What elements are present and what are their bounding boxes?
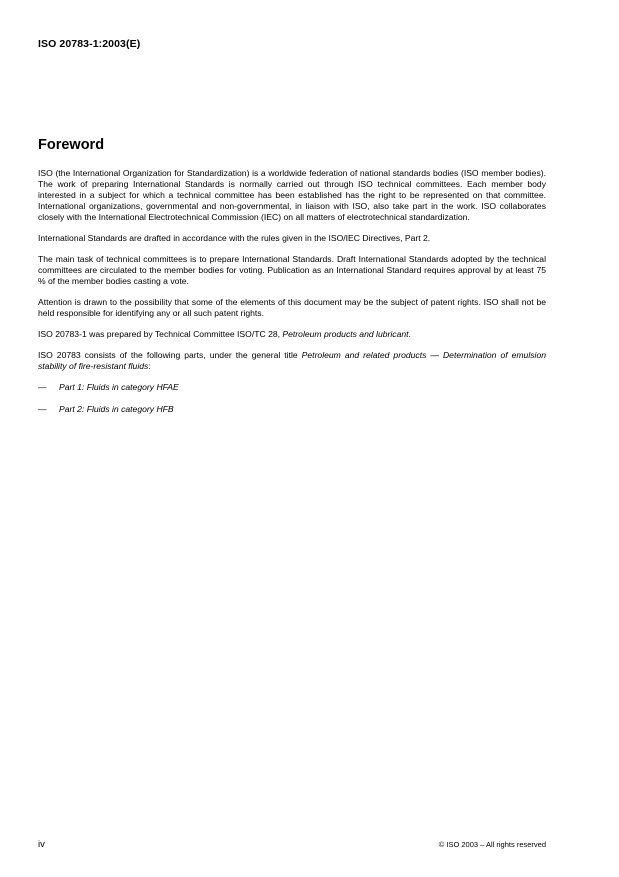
prepared-by-end: . [408, 329, 411, 340]
list-item [38, 382, 546, 393]
paragraph-patent-rights: Attention is drawn to the possibility that some of the elements of this document may be the subject of patent rights. ISO shall not be held responsible for identifying any or all such patent rights. [38, 297, 546, 318]
list-dash: — [38, 382, 47, 393]
part-2-title: Part 2: Fluids in category HFB [59, 403, 174, 414]
page-number: iv [38, 839, 45, 850]
foreword-heading: Foreword [38, 137, 105, 153]
committee-title: Petroleum products and lubricant [282, 329, 409, 340]
paragraph-drafting-rules: International Standards are drafted in accordance with the rules given in the ISO/IEC Directives, Part 2. [38, 232, 431, 243]
parts-intro-end: : [148, 361, 151, 372]
paragraph-prepared-by [38, 329, 546, 340]
list-dash: — [38, 403, 47, 414]
paragraph-technical-committees: The main task of technical committees is to prepare International Standards. Draft International Standards adopted by the technical committees are circulated to the member bodies for voting. Publication as an International Standard requires approval by at least 75 % of the member bodies casting a vote. [38, 254, 546, 286]
part-1-title: Part 1: Fluids in category HFAE [59, 382, 179, 393]
foreword-body [38, 168, 546, 425]
document-identifier: ISO 20783-1:2003(E) [38, 38, 141, 50]
list-item [38, 404, 546, 415]
paragraph-iso-organization: ISO (the International Organization for Standardization) is a worldwide federation of national standards bodies (ISO member bodies). The work of preparing International Standards is normally carried out through ISO technical committees. Each member body interested in a subject for which a technical committee has been established has the right to be represented on that committee. International organizations, governmental and non-governmental, in liaison with ISO, also take part in the work. ISO collaborates closely with the International Electrotechnical Commission (IEC) on all matters of electrotechnical standardization. [38, 168, 546, 222]
prepared-by-text: ISO 20783-1 was prepared by Technical Committee ISO/TC 28, [38, 329, 283, 340]
copyright-notice: © ISO 2003 – All rights reserved [438, 840, 546, 849]
parts-intro-text: ISO 20783 consists of the following parts, under the general title [38, 350, 302, 361]
paragraph-parts-intro [38, 350, 546, 372]
general-title: Petroleum and related products — Determination of emulsion stability of fire-resistant fluids [38, 350, 547, 372]
